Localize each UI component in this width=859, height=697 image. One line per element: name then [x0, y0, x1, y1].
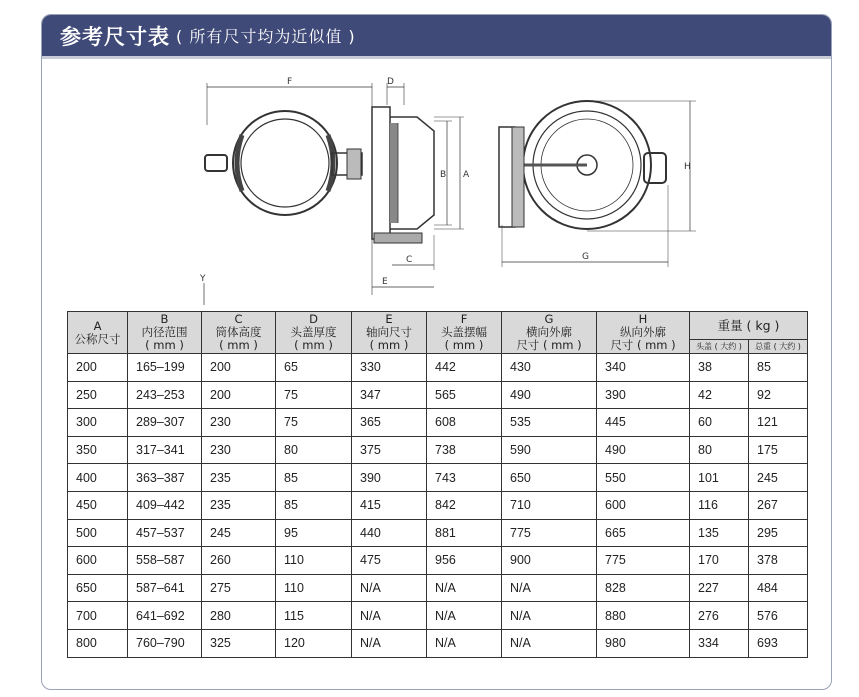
table-cell: 665 — [597, 519, 690, 547]
table-cell: 880 — [597, 602, 690, 630]
table-cell: N/A — [502, 629, 597, 657]
label-B: B — [440, 170, 447, 180]
table-row — [68, 464, 808, 492]
table-cell: 243–253 — [128, 381, 202, 409]
table-cell: 900 — [502, 547, 597, 575]
table-cell: 250 — [68, 381, 128, 409]
table-cell: 440 — [352, 519, 427, 547]
table-cell: 400 — [68, 464, 128, 492]
col-header-weight-total: 总重 ( 大约 ) — [749, 340, 808, 354]
table-cell: 175 — [749, 436, 808, 464]
table-row — [68, 436, 808, 464]
label-G: G — [582, 252, 589, 262]
table-cell: N/A — [352, 602, 427, 630]
label-F: F — [287, 77, 293, 87]
table-cell: 558–587 — [128, 547, 202, 575]
table-row — [68, 354, 808, 382]
table-cell: 743 — [427, 464, 502, 492]
table-row — [68, 519, 808, 547]
table-cell: 325 — [202, 629, 276, 657]
label-Y: Y — [200, 274, 206, 284]
table-cell: 365 — [352, 409, 427, 437]
table-cell: 565 — [427, 381, 502, 409]
table-cell: 710 — [502, 491, 597, 519]
table-cell: 80 — [690, 436, 749, 464]
table-cell: 363–387 — [128, 464, 202, 492]
table-cell: 276 — [690, 602, 749, 630]
table-cell: 490 — [502, 381, 597, 409]
header-bar — [42, 15, 831, 59]
page-subtitle: ( 所有尺寸均为近似值 ) — [176, 27, 356, 46]
table-cell: 378 — [749, 547, 808, 575]
table-cell: 227 — [690, 574, 749, 602]
table-cell: 576 — [749, 602, 808, 630]
table-cell: 415 — [352, 491, 427, 519]
table-row — [68, 547, 808, 575]
table-cell: 350 — [68, 436, 128, 464]
table-cell: 590 — [502, 436, 597, 464]
col-header-C: C 筒体高度 ( mm ) — [202, 312, 276, 354]
table-cell: N/A — [427, 602, 502, 630]
table-cell: 121 — [749, 409, 808, 437]
table-cell: 375 — [352, 436, 427, 464]
table-cell: 457–537 — [128, 519, 202, 547]
table-cell: 340 — [597, 354, 690, 382]
table-cell: 85 — [276, 491, 352, 519]
table-cell: 390 — [352, 464, 427, 492]
table-cell: 650 — [68, 574, 128, 602]
page-title: 参考尺寸表 — [60, 24, 170, 49]
head-circle-outer — [233, 111, 337, 215]
table-cell: 317–341 — [128, 436, 202, 464]
table-cell: 85 — [749, 354, 808, 382]
col-header-weight: 重量 ( kg ) — [690, 312, 808, 340]
label-H: H — [684, 162, 691, 172]
col-header-B: B 内径范围 ( mm ) — [128, 312, 202, 354]
table-cell: 442 — [427, 354, 502, 382]
table-row — [68, 381, 808, 409]
table-cell: 110 — [276, 574, 352, 602]
table-cell: 641–692 — [128, 602, 202, 630]
table-cell: 587–641 — [128, 574, 202, 602]
table-cell: 75 — [276, 381, 352, 409]
table-cell: 828 — [597, 574, 690, 602]
table-row — [68, 574, 808, 602]
label-E: E — [382, 277, 388, 287]
col-header-H: H 纵向外廓 尺寸 ( mm ) — [597, 312, 690, 354]
table-cell: 230 — [202, 436, 276, 464]
table-cell: 42 — [690, 381, 749, 409]
table-cell: 38 — [690, 354, 749, 382]
table-cell: 135 — [690, 519, 749, 547]
col-header-G: G 横向外廓 尺寸 ( mm ) — [502, 312, 597, 354]
table-cell: 295 — [749, 519, 808, 547]
table-cell: 535 — [502, 409, 597, 437]
table-row — [68, 602, 808, 630]
table-cell: 600 — [597, 491, 690, 519]
table-cell: 200 — [202, 381, 276, 409]
table-row — [68, 491, 808, 519]
col-header-E: E 轴向尺寸 ( mm ) — [352, 312, 427, 354]
table-cell: 245 — [202, 519, 276, 547]
table-cell: 800 — [68, 629, 128, 657]
table-cell: 170 — [690, 547, 749, 575]
table-cell: 267 — [749, 491, 808, 519]
table-cell: N/A — [502, 574, 597, 602]
table-cell: 484 — [749, 574, 808, 602]
table-cell: 775 — [502, 519, 597, 547]
table-cell: 230 — [202, 409, 276, 437]
table-cell: 280 — [202, 602, 276, 630]
technical-drawing — [42, 65, 831, 310]
dimension-table — [67, 311, 808, 658]
table-cell: 235 — [202, 491, 276, 519]
table-cell: 60 — [690, 409, 749, 437]
table-cell: 300 — [68, 409, 128, 437]
table-cell: N/A — [502, 602, 597, 630]
table-cell: 334 — [690, 629, 749, 657]
table-row — [68, 629, 808, 657]
table-cell: 409–442 — [128, 491, 202, 519]
col-header-A: A 公称尺寸 — [68, 312, 128, 354]
table-cell: 700 — [68, 602, 128, 630]
table-cell: 95 — [276, 519, 352, 547]
table-cell: 116 — [690, 491, 749, 519]
col-header-D: D 头盖厚度 ( mm ) — [276, 312, 352, 354]
table-cell: 760–790 — [128, 629, 202, 657]
table-cell: 738 — [427, 436, 502, 464]
table-cell: 289–307 — [128, 409, 202, 437]
table-cell: 115 — [276, 602, 352, 630]
table-cell: 101 — [690, 464, 749, 492]
table-cell: 445 — [597, 409, 690, 437]
label-C: C — [406, 255, 413, 265]
label-D: D — [387, 77, 394, 87]
table-cell: N/A — [352, 574, 427, 602]
dimension-card — [41, 14, 832, 690]
table-cell: 430 — [502, 354, 597, 382]
table-cell: 693 — [749, 629, 808, 657]
table-cell: N/A — [352, 629, 427, 657]
table-cell: 200 — [202, 354, 276, 382]
col-header-weight-head: 头盖 ( 大约 ) — [690, 340, 749, 354]
table-cell: 500 — [68, 519, 128, 547]
table-cell: 347 — [352, 381, 427, 409]
table-cell: 65 — [276, 354, 352, 382]
table-cell: 600 — [68, 547, 128, 575]
table-cell: N/A — [427, 629, 502, 657]
table-cell: 275 — [202, 574, 276, 602]
table-cell: 235 — [202, 464, 276, 492]
col-header-F: F 头盖摆幅 ( mm ) — [427, 312, 502, 354]
table-cell: 165–199 — [128, 354, 202, 382]
table-cell: 200 — [68, 354, 128, 382]
table-cell: 260 — [202, 547, 276, 575]
table-cell: 110 — [276, 547, 352, 575]
table-cell: N/A — [427, 574, 502, 602]
table-cell: 650 — [502, 464, 597, 492]
table-cell: 842 — [427, 491, 502, 519]
table-cell: 92 — [749, 381, 808, 409]
table-cell: 245 — [749, 464, 808, 492]
table-cell: 75 — [276, 409, 352, 437]
table-cell: 956 — [427, 547, 502, 575]
table-cell: 980 — [597, 629, 690, 657]
table-row — [68, 409, 808, 437]
table-cell: 550 — [597, 464, 690, 492]
table-cell: 85 — [276, 464, 352, 492]
table-cell: 608 — [427, 409, 502, 437]
table-cell: 330 — [352, 354, 427, 382]
table-cell: 881 — [427, 519, 502, 547]
table-cell: 390 — [597, 381, 690, 409]
table-body — [68, 354, 808, 658]
table-cell: 120 — [276, 629, 352, 657]
label-A: A — [463, 170, 470, 180]
table-cell: 490 — [597, 436, 690, 464]
table-cell: 450 — [68, 491, 128, 519]
table-cell: 475 — [352, 547, 427, 575]
table-cell: 775 — [597, 547, 690, 575]
table-cell: 80 — [276, 436, 352, 464]
